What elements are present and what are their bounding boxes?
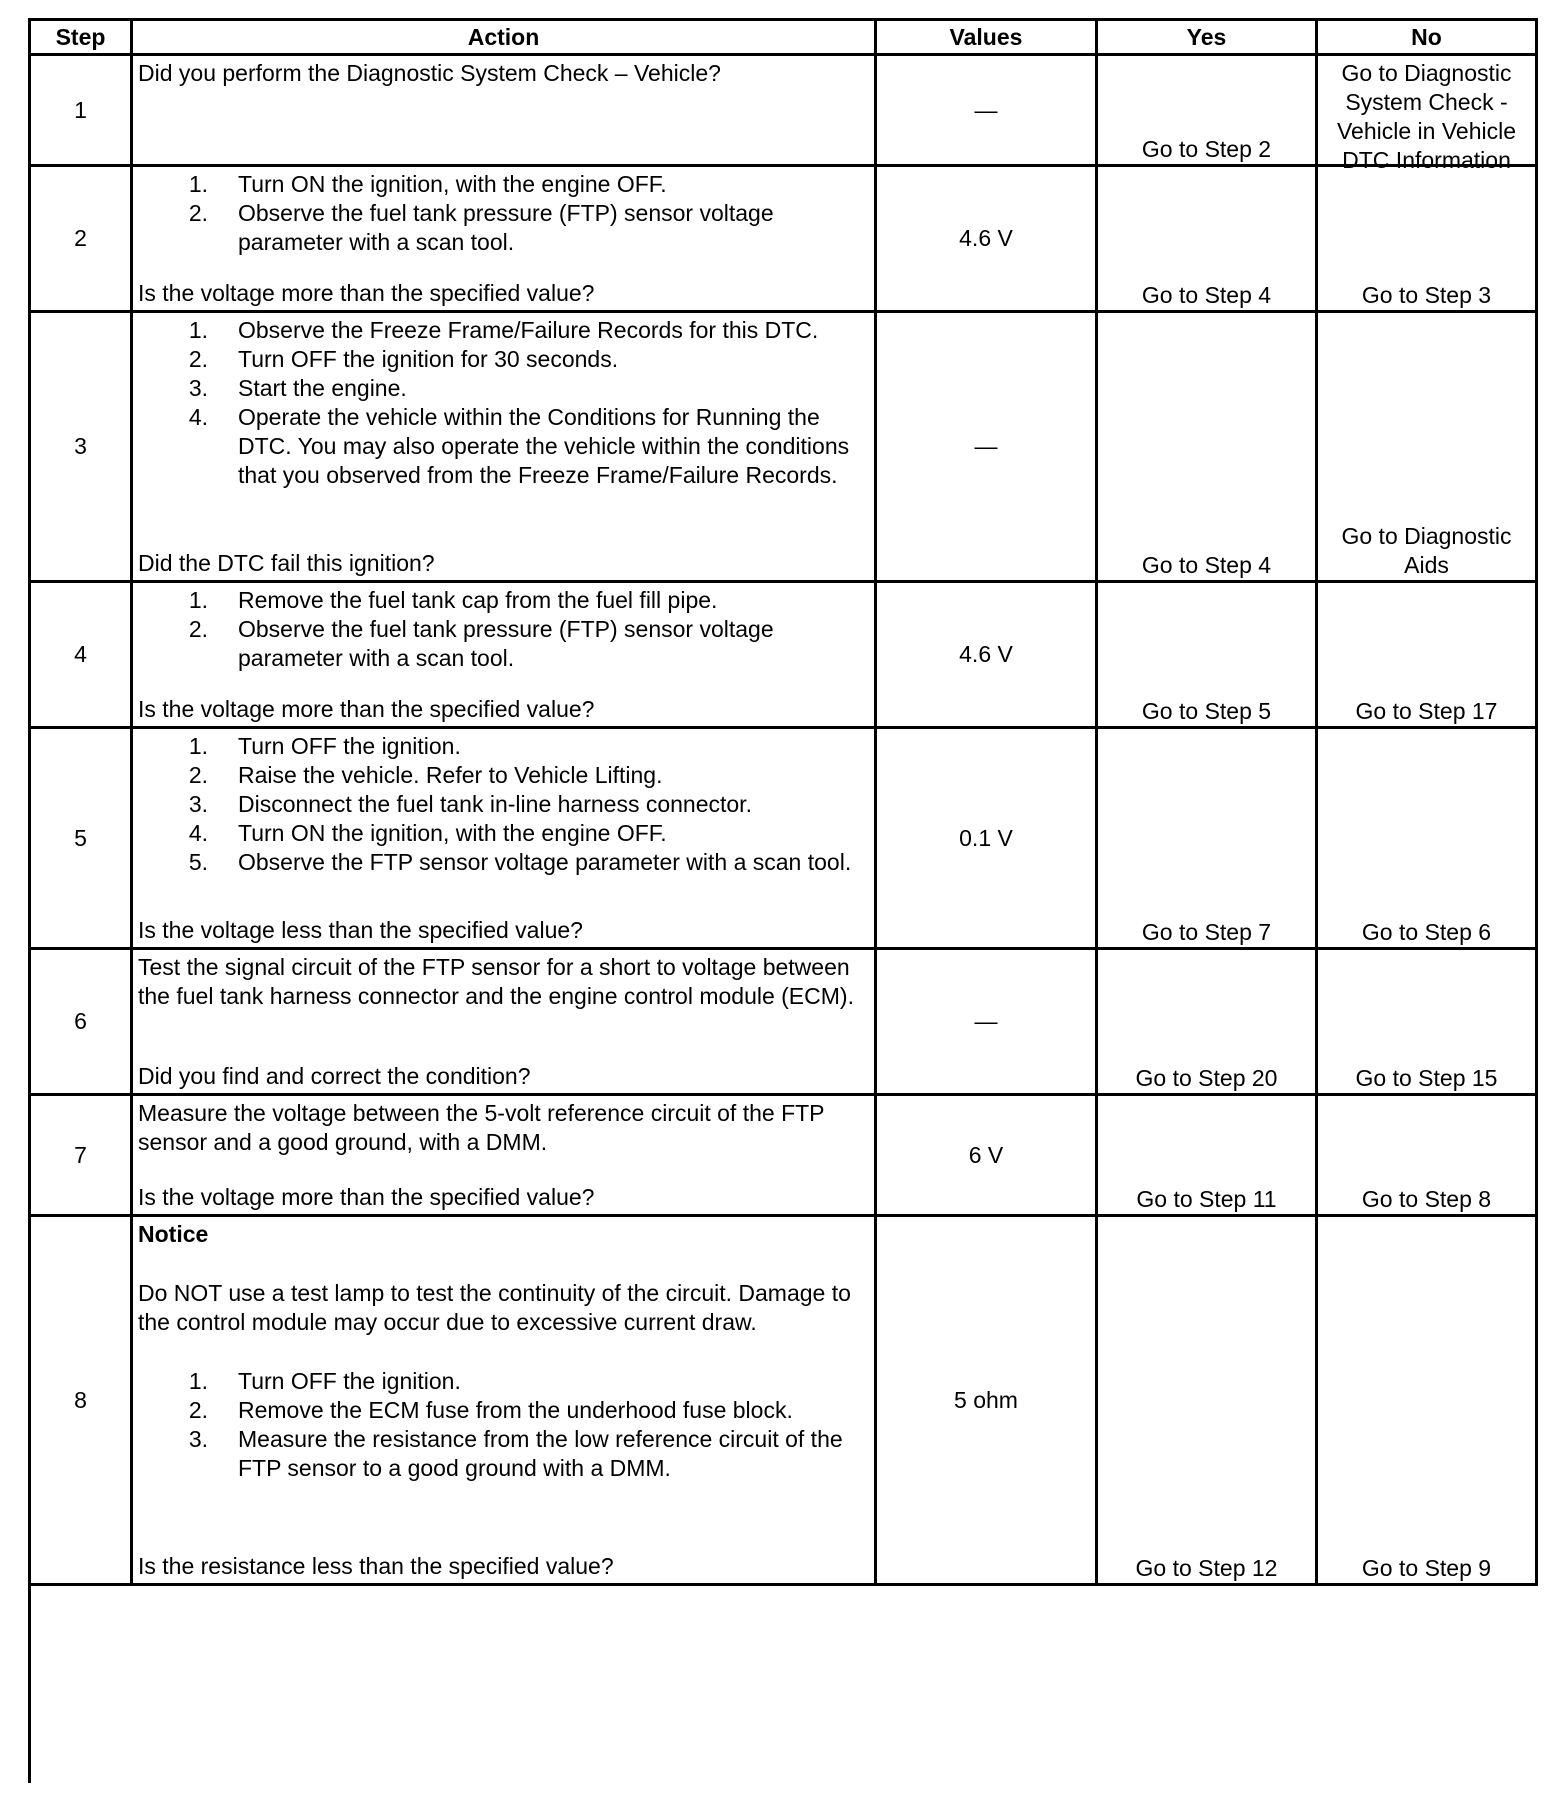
instruction-list — [138, 732, 868, 877]
header-no: No — [1318, 21, 1538, 56]
question-text: Is the resistance less than the specified value? — [138, 1553, 614, 1579]
value-cell: 6 V — [877, 1096, 1098, 1217]
yes-cell: Go to Step 7 — [1098, 729, 1318, 950]
list-item: 4. Turn ON the ignition, with the engine OFF. — [188, 820, 667, 846]
question-text: Is the voltage less than the specified value? — [138, 917, 583, 943]
value-cell: 4.6 V — [877, 167, 1098, 313]
list-item: 1. Turn ON the ignition, with the engine OFF. — [188, 171, 667, 197]
no-cell: Go to Step 9 — [1318, 1217, 1538, 1586]
list-item: 3. Measure the resistance from the low reference circuit of the FTP sensor to a good ground with a DMM. — [188, 1426, 843, 1481]
step-number: 1 — [31, 56, 133, 167]
list-item: 1. Remove the fuel tank cap from the fuel fill pipe. — [188, 587, 718, 613]
table-row — [31, 950, 1538, 1096]
action-text: Measure the voltage between the 5-volt reference circuit of the FTP sensor and a good ground, with a DMM. — [138, 1100, 825, 1155]
list-item: 3. Start the engine. — [188, 375, 407, 401]
table-header-row — [31, 21, 1538, 56]
table-row — [31, 729, 1538, 950]
list-item: 1. Turn OFF the ignition. — [188, 733, 461, 759]
list-item: 2. Observe the fuel tank pressure (FTP) sensor voltage parameter with a scan tool. — [188, 616, 774, 671]
question-text: Is the voltage more than the specified value? — [138, 1184, 595, 1210]
question-text: Is the voltage more than the specified value? — [138, 696, 595, 722]
notice-text: Do NOT use a test lamp to test the continuity of the circuit. Damage to the control module may occur due to excessive current draw. — [138, 1280, 851, 1335]
action-cell — [133, 583, 877, 729]
list-item: 2. Observe the fuel tank pressure (FTP) sensor voltage parameter with a scan tool. — [188, 200, 774, 255]
notice-title: Notice — [138, 1221, 209, 1247]
table-row — [31, 1217, 1538, 1586]
list-item: 1. Turn OFF the ignition. — [188, 1368, 461, 1394]
action-cell — [133, 1217, 877, 1586]
yes-cell: Go to Step 4 — [1098, 167, 1318, 313]
action-cell — [133, 1096, 877, 1217]
step-number: 6 — [31, 950, 133, 1096]
yes-cell: Go to Step 2 — [1098, 56, 1318, 167]
yes-cell: Go to Step 12 — [1098, 1217, 1318, 1586]
question-text: Did you find and correct the condition? — [138, 1063, 531, 1089]
table-row — [31, 583, 1538, 729]
header-yes: Yes — [1098, 21, 1318, 56]
instruction-list — [138, 1367, 868, 1483]
step-number: 3 — [31, 313, 133, 583]
value-cell: — — [877, 56, 1098, 167]
action-text: Test the signal circuit of the FTP sensor for a short to voltage between the fuel tank harness connector and the engine control module (ECM). — [138, 954, 854, 1009]
list-item: 4. Operate the vehicle within the Conditions for Running the DTC. You may also operate the vehicle within the conditions that you observed from the Freeze Frame/Failure Records. — [188, 404, 850, 488]
yes-cell: Go to Step 20 — [1098, 950, 1318, 1096]
instruction-list — [138, 170, 868, 257]
action-text: Did you perform the Diagnostic System Check – Vehicle? — [138, 60, 721, 86]
action-cell — [133, 729, 877, 950]
step-number: 2 — [31, 167, 133, 313]
table-row — [31, 313, 1538, 583]
step-number: 5 — [31, 729, 133, 950]
value-cell: 4.6 V — [877, 583, 1098, 729]
yes-cell: Go to Step 11 — [1098, 1096, 1318, 1217]
header-step: Step — [31, 21, 133, 56]
yes-cell: Go to Step 4 — [1098, 313, 1318, 583]
no-cell: Go to Diagnostic System Check - Vehicle in Vehicle DTC Information — [1318, 56, 1538, 167]
list-item: 2. Remove the ECM fuse from the underhood fuse block. — [188, 1397, 793, 1423]
list-item: 2. Turn OFF the ignition for 30 seconds. — [188, 346, 619, 372]
list-item: 1. Observe the Freeze Frame/Failure Records for this DTC. — [188, 317, 819, 343]
diagnostic-table — [28, 18, 1538, 1783]
list-item: 5. Observe the FTP sensor voltage parameter with a scan tool. — [188, 849, 852, 875]
table-row — [31, 167, 1538, 313]
table-row — [31, 1096, 1538, 1217]
header-action: Action — [133, 21, 877, 56]
table-row — [31, 56, 1538, 173]
action-cell — [133, 167, 877, 313]
value-cell: 0.1 V — [877, 729, 1098, 950]
value-cell: — — [877, 950, 1098, 1096]
no-cell: Go to Step 17 — [1318, 583, 1538, 729]
no-cell: Go to Step 6 — [1318, 729, 1538, 950]
question-text: Is the voltage more than the specified value? — [138, 280, 595, 306]
no-cell: Go to Diagnostic Aids — [1318, 313, 1538, 583]
value-cell: 5 ohm — [877, 1217, 1098, 1586]
no-cell: Go to Step 8 — [1318, 1096, 1538, 1217]
list-item: 3. Disconnect the fuel tank in-line harness connector. — [188, 791, 752, 817]
step-number: 7 — [31, 1096, 133, 1217]
instruction-list — [138, 586, 868, 673]
step-number: 4 — [31, 583, 133, 729]
yes-cell: Go to Step 5 — [1098, 583, 1318, 729]
no-cell: Go to Step 3 — [1318, 167, 1538, 313]
question-text: Did the DTC fail this ignition? — [138, 550, 435, 576]
header-values: Values — [877, 21, 1098, 56]
action-cell — [133, 313, 877, 583]
value-cell: — — [877, 313, 1098, 583]
no-cell: Go to Step 15 — [1318, 950, 1538, 1096]
list-item: 2. Raise the vehicle. Refer to Vehicle Lifting. — [188, 762, 663, 788]
action-cell — [133, 950, 877, 1096]
instruction-list — [138, 316, 868, 490]
step-number: 8 — [31, 1217, 133, 1586]
action-cell — [133, 56, 877, 167]
